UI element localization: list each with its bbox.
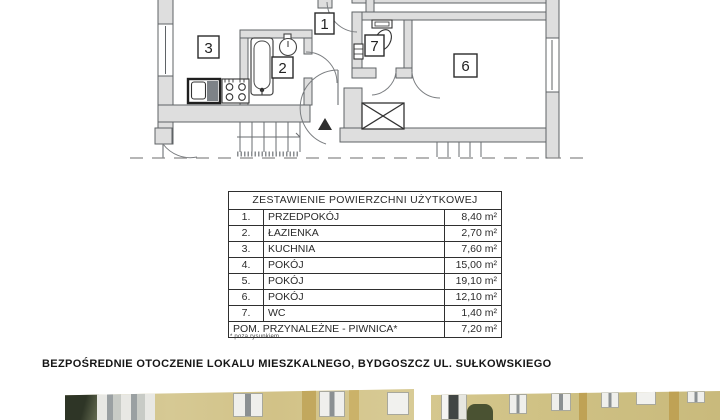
svg-text:2: 2 [278, 60, 287, 77]
photo-building-right [431, 391, 720, 420]
table-title: ZESTAWIENIE POWIERZCHNI UŻYTKOWEJ [229, 192, 502, 210]
row-number: 1. [229, 210, 264, 226]
bathtub-icon [251, 38, 273, 95]
window [319, 391, 345, 417]
room-area: 1,40 m² [445, 306, 502, 322]
shaft-icon [362, 103, 404, 129]
table-row [229, 242, 502, 258]
facade-stripe [579, 391, 587, 420]
window [636, 391, 656, 405]
room-name: POKÓJ [264, 258, 445, 274]
room-label-kitchen [198, 36, 219, 58]
entrance-marker-icon [318, 118, 332, 130]
bush [467, 404, 493, 420]
stairs-right-icon [437, 142, 481, 157]
table-header-row [229, 192, 502, 210]
room-label-room6 [454, 54, 477, 77]
photo-building-left [65, 389, 414, 420]
table-row [229, 226, 502, 242]
window [687, 391, 705, 403]
room-name: KUCHNIA [264, 242, 445, 258]
svg-text:1: 1 [320, 16, 329, 33]
facade-stripe [302, 389, 316, 420]
room-area: 8,40 m² [445, 210, 502, 226]
svg-text:7: 7 [370, 38, 379, 55]
row-number: 2. [229, 226, 264, 242]
room-area: 7,60 m² [445, 242, 502, 258]
window [441, 394, 467, 420]
surroundings-caption: BEZPOŚREDNIE OTOCZENIE LOKALU MIESZKALNEGO, BYDGOSZCZ UL. SUŁKOWSKIEGO [42, 358, 552, 370]
room-area: 15,00 m² [445, 258, 502, 274]
window [233, 393, 263, 417]
room-area: 2,70 m² [445, 226, 502, 242]
facade-stripe [349, 389, 359, 420]
room-area: 12,10 m² [445, 290, 502, 306]
room-label-wc [365, 35, 384, 56]
room-name: POKÓJ [264, 290, 445, 306]
window [601, 392, 619, 408]
room-area: 19,10 m² [445, 274, 502, 290]
room-name: ŁAZIENKA [264, 226, 445, 242]
area-table [228, 191, 502, 338]
stairs-left-icon [237, 122, 300, 154]
facade-stripe [669, 391, 679, 420]
room-label-hallway [315, 13, 334, 34]
row-number: 7. [229, 306, 264, 322]
table-row [229, 290, 502, 306]
table-row [229, 306, 502, 322]
room-name: PRZEDPOKÓJ [264, 210, 445, 226]
svg-text:3: 3 [204, 40, 213, 57]
balcony-panels [97, 389, 155, 420]
room-name: POKÓJ [264, 274, 445, 290]
kitchen-sink-icon [188, 79, 220, 103]
row-number: 5. [229, 274, 264, 290]
tree-foliage [65, 389, 99, 420]
room-name: WC [264, 306, 445, 322]
row-number: 3. [229, 242, 264, 258]
table-row [229, 274, 502, 290]
floor-plan-drawing [0, 0, 720, 172]
table-row [229, 210, 502, 226]
table-row [229, 258, 502, 274]
row-number: 6. [229, 290, 264, 306]
window [387, 392, 409, 415]
annex-area: 7,20 m² [445, 322, 502, 338]
window [509, 394, 527, 414]
annex-name: POM. PRZYNALEŻNE - PIWNICA* [229, 322, 445, 338]
window [551, 393, 571, 411]
stove-icon [222, 79, 249, 103]
row-number: 4. [229, 258, 264, 274]
svg-text:6: 6 [461, 58, 470, 75]
table-footnote: * poza rysunkiem [230, 334, 280, 340]
room-label-bathroom [272, 57, 293, 78]
